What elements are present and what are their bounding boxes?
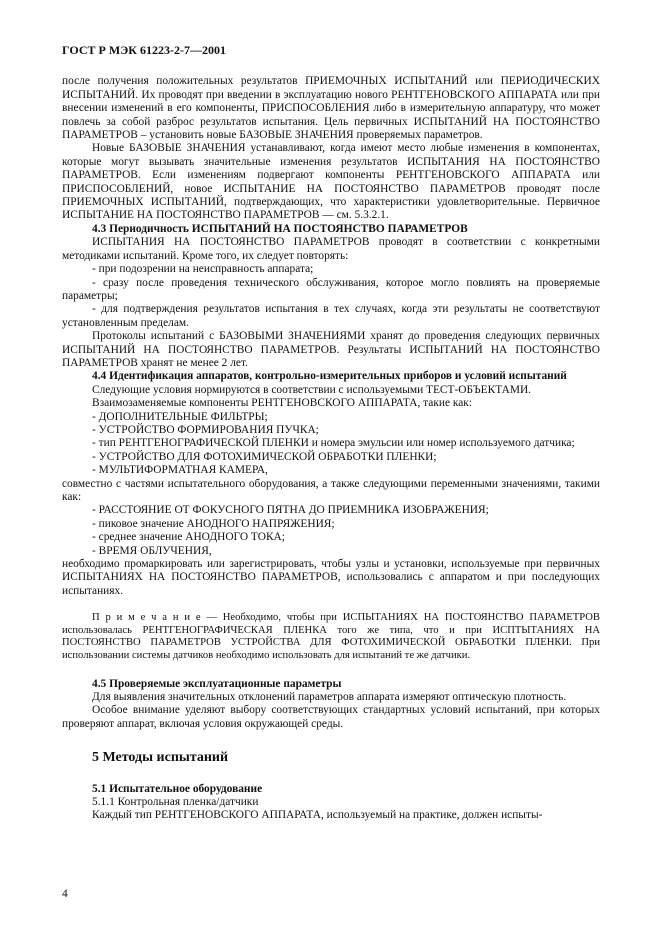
paragraph: ИСПЫТАНИЯ НА ПОСТОЯНСТВО ПАРАМЕТРОВ проводят в соответствии с конкретными методиками испытаний. Кроме того, их следует повторять: [62, 236, 600, 262]
list-item: - МУЛЬТИФОРМАТНАЯ КАМЕРА, [92, 464, 268, 477]
paragraph: Новые БАЗОВЫЕ ЗНАЧЕНИЯ устанавливают, когда имеют место любые изменения в компонентах, которые могут вызывать значительные изменения результатов ИСПЫТАНИЯ НА ПОСТОЯНСТВО ПАРАМЕТРОВ. Если изменениям подвергают компоненты РЕНТГЕНОВСКОГО АППАРАТА или ПРИСПОСОБЛЕНИЙ, новое ИСПЫТАНИЕ НА ПОСТОЯНСТВО ПАРАМЕТРОВ проводят после ПРИЕМОЧНЫХ ИСПЫТАНИЙ, подтверждающих, что характеристики удовлетворительные. Первичное ИСПЫТАНИЕ НА ПОСТОЯНСТВО ПАРАМЕТРОВ — см. 5.3.2.1. [62, 142, 600, 222]
list-item: - тип РЕНТГЕНОГРАФИЧЕСКОЙ ПЛЕНКИ и номера эмульсии или номер используемого датчика; [92, 437, 575, 450]
page-number: 4 [62, 888, 68, 900]
list-item: - сразу после проведения технического обслуживания, которое могло повлиять на проверяемые параметры; [62, 276, 600, 302]
list-item: - при подозрении на неисправность аппарата; [92, 263, 314, 276]
list-item: - УСТРОЙСТВО ФОРМИРОВАНИЯ ПУЧКА; [92, 423, 319, 436]
paragraph: Особое внимание уделяют выбору соответствующих стандартных условий испытаний, при которых проверяют аппарат, включая условия окружающей среды. [62, 704, 600, 730]
list-item: - РАССТОЯНИЕ ОТ ФОКУСНОГО ПЯТНА ДО ПРИЕМНИКА ИЗОБРАЖЕНИЯ; [92, 504, 489, 517]
list-item: - УСТРОЙСТВО ДЛЯ ФОТОХИМИЧЕСКОЙ ОБРАБОТКИ ПЛЕНКИ; [92, 450, 437, 463]
paragraph: совместно с частями испытательного оборудования, а также следующими переменными значениями, такими как: [62, 477, 600, 503]
document-header: ГОСТ Р МЭК 61223-2-7—2001 [62, 43, 226, 57]
paragraph: Каждый тип РЕНТГЕНОВСКОГО АППАРАТА, используемый на практике, должен испыты- [92, 809, 543, 822]
note: П р и м е ч а н и е — Необходимо, чтобы при ИСПЫТАНИЯХ НА ПОСТОЯНСТВО ПАРАМЕТРОВ использовалась РЕНТГЕНОГРАФИЧЕСКАЯ ПЛЕНКА того же типа, что и при ИСПТЫТАНИЯХ НА ПОСТОЯНСТВО ПАРАМЕТРОВ УСТРОЙСТВА ДЛЯ ФОТОХИМИЧЕСКОЙ ОБРАБОТКИ ПЛЕНКИ. При использовании системы датчиков необходимо использовать для испытаний те же датчики. [62, 612, 600, 662]
document-page [62, 44, 600, 823]
list-item: - пиковое значение АНОДНОГО НАПРЯЖЕНИЯ; [92, 517, 335, 530]
paragraph: 5.1.1 Контрольная пленка/датчики [92, 796, 259, 809]
section-heading-5: 5 Методы испытаний [92, 750, 229, 766]
list-item: - для подтверждения результатов испытания в тех случаях, когда эти результаты не соответствуют установленным пределам. [62, 303, 600, 329]
section-heading-4-5: 4.5 Проверяемые эксплуатационные параметры [92, 677, 342, 690]
paragraph: необходимо промаркировать или зарегистрировать, чтобы узлы и установки, используемые при первичных ИСПЫТАНИЯХ НА ПОСТОЯНСТВО ПАРАМЕТРОВ, использовались с аппаратом и при последующих испытаниях. [62, 558, 600, 597]
paragraph: Взаимозаменяемые компоненты РЕНТГЕНОВСКОГО АППАРАТА, такие как: [92, 397, 473, 410]
list-item: - ДОПОЛНИТЕЛЬНЫЕ ФИЛЬТРЫ; [92, 410, 268, 423]
list-item: - среднее значение АНОДНОГО ТОКА; [92, 531, 285, 544]
paragraph: после получения положительных результатов ПРИЕМОЧНЫХ ИСПЫТАНИЙ или ПЕРИОДИЧЕСКИХ ИСПЫТАНИЙ. Их проводят при введении в эксплуатацию нового РЕНТГЕНОВСКОГО АППАРАТА или при внесении изменений в его компоненты, ПРИСПОСОБЛЕНИЯ либо в измерительную аппаратуру, что может повлечь за собой разброс результатов испытания. Цель первичных ИСПЫТАНИЙ НА ПОСТОЯНСТВО ПАРАМЕТРОВ – установить новые БАЗОВЫЕ ЗНАЧЕНИЯ проверяемых параметров. [62, 75, 600, 142]
section-heading-4-4: 4.4 Идентификация аппаратов, контрольно-измерительных приборов и условий испытаний [92, 370, 567, 383]
paragraph: Протоколы испытаний с БАЗОВЫМИ ЗНАЧЕНИЯМИ хранят до проведения следующих первичных ИСПЫТАНИЙ НА ПОСТОЯНСТВО ПАРАМЕТРОВ. Результаты ИСПЫТАНИЙ НА ПОСТОЯНСТВО ПАРАМЕТРОВ хранят не менее 2 лет. [62, 330, 600, 369]
section-heading-4-3: 4.3 Периодичность ИСПЫТАНИЙ НА ПОСТОЯНСТВО ПАРАМЕТРОВ [92, 222, 468, 235]
paragraph: Для выявления значительных отклонений параметров аппарата измеряют оптическую плотность. [92, 691, 567, 704]
paragraph: Следующие условия нормируются в соответствии с используемыми ТЕСТ-ОБЪЕКТАМИ. [92, 383, 532, 396]
section-heading-5-1: 5.1 Испытательное оборудование [92, 782, 263, 795]
list-item: - ВРЕМЯ ОБЛУЧЕНИЯ, [92, 544, 212, 557]
